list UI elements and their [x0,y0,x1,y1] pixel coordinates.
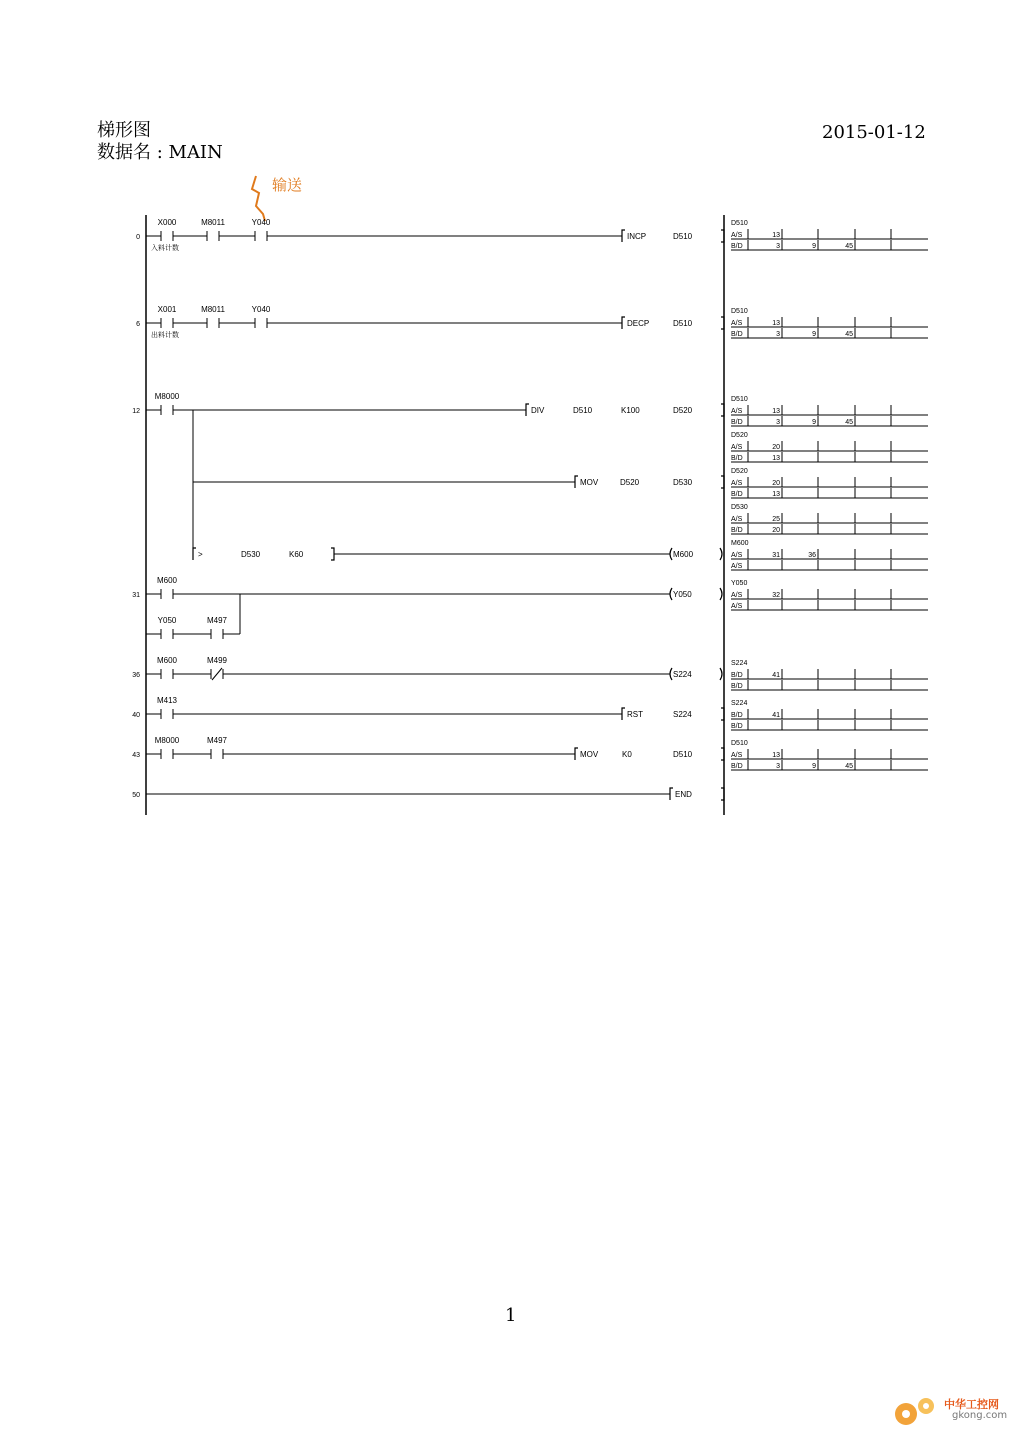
monitor-0-value-1-1: 9 [812,243,816,250]
rung-12-div-close-bracket [721,404,724,416]
rung-12-div-arg-2: K100 [621,406,640,415]
rung-36-s224-coil-label: S224 [673,670,692,679]
monitor-6-row-label-0: A/S [731,552,743,559]
rung-50-end-arg-0: END [675,790,692,799]
rung-36-contact-1-label: M499 [206,656,228,665]
rung-0-instruction-open-bracket [622,230,625,242]
rung-12-mov-close-bracket [721,476,724,488]
rung-31-parallel-0-label: Y050 [157,616,177,625]
rung-43-contact-1-label: M497 [206,736,228,745]
rung-6-contact-1-label: M8011 [201,305,225,314]
monitor-1-device: D510 [731,308,748,315]
monitor-4-row-label-1: B/D [731,491,743,498]
monitor-5-device: D530 [731,504,748,511]
monitor-10-device: D510 [731,740,748,747]
monitor-0-row-label-1: B/D [731,243,743,250]
rung-12-compare-arg-2: K60 [289,550,304,559]
monitor-3-row-label-1: B/D [731,455,743,462]
rung-40-contact-0-label: M413 [156,696,178,705]
rung-43-instruction-arg-0: MOV [580,750,599,759]
rung-12-compare-open-bracket [193,548,196,560]
monitor-0-row-label-0: A/S [731,232,743,239]
monitor-3-value-1-0: 13 [772,455,780,462]
rung-43-step-number: 43 [132,752,140,759]
monitor-1-value-1-1: 9 [812,331,816,338]
monitor-1-value-1-2: 45 [845,331,853,338]
monitor-10-value-1-1: 9 [812,763,816,770]
rung-12-div-open-bracket [526,404,529,416]
monitor-5-row-label-0: A/S [731,516,743,523]
monitor-4-value-1-0: 13 [772,491,780,498]
annotation-note: 输送 [272,176,303,194]
monitor-0-value-1-2: 45 [845,243,853,250]
rung-0-contact-0-label: X000 [157,218,177,227]
monitor-10-value-0-0: 13 [772,752,780,759]
rung-50-end-open-bracket [670,788,673,800]
rung-40-step-number: 40 [132,712,140,719]
print-date: 2015-01-12 [822,122,926,143]
monitor-1-row-label-0: A/S [731,320,743,327]
rung-0-instruction-arg-1: D510 [673,232,693,241]
rung-6-instruction-open-bracket [622,317,625,329]
rung-12-m600-coil-label: M600 [673,550,694,559]
monitor-4-row-label-0: A/S [731,480,743,487]
rung-12-mov-arg-1: D520 [620,478,640,487]
monitor-8-device: S224 [731,660,748,667]
data-name-label: 数据名 : MAIN [97,142,223,163]
rung-12-compare-arg-1: D530 [241,550,261,559]
rung-12-m600-coil-close [720,548,722,560]
rung-0-contact-2-label: Y040 [251,218,271,227]
rung-40-instruction-open-bracket [622,708,625,720]
annotation-lightning-icon [252,176,265,221]
rung-6-instruction-arg-1: D510 [673,319,693,328]
monitor-9-value-0-0: 41 [772,712,780,719]
rung-0-instruction-arg-0: INCP [627,232,647,241]
monitor-8-row-label-1: B/D [731,683,743,690]
rung-40-instruction-close-bracket [721,708,724,720]
monitor-3-device: D520 [731,432,748,439]
rung-50-step-number: 50 [132,792,140,799]
monitor-6-device: M600 [731,540,749,547]
monitor-0-device: D510 [731,220,748,227]
monitor-7-value-0-0: 32 [772,592,780,599]
watermark-brand: 中华工控网 [944,1398,999,1411]
rung-12-contact-0-label: M8000 [154,392,180,401]
rung-12-m600-coil-open [670,548,672,560]
monitor-0-value-0-0: 13 [772,232,780,239]
rung-36-s224-coil-close [720,668,722,680]
rung-0-instruction-close-bracket [721,230,724,242]
monitor-3-row-label-0: A/S [731,444,743,451]
monitor-4-value-0-0: 20 [772,480,780,487]
rung-6-instruction-arg-0: DECP [627,319,650,328]
rung-12-mov-open-bracket [575,476,578,488]
rung-0-contact-0-comment: 入料计数 [151,245,179,252]
rung-31-contact-0-label: M600 [156,576,178,585]
rung-12-compare-arg-0: > [198,550,203,559]
rung-0-step-number: 0 [136,234,140,241]
page-number: 1 [505,1305,517,1326]
monitor-5-row-label-1: B/D [731,527,743,534]
rung-36-contact-1-nc-slash [212,668,222,680]
rung-12-step-number: 12 [132,408,140,415]
rung-12-div-arg-1: D510 [573,406,593,415]
monitor-7-row-label-0: A/S [731,592,743,599]
monitor-5-value-1-0: 20 [772,527,780,534]
rung-12-mov-arg-0: MOV [580,478,599,487]
rung-0-contact-1-label: M8011 [201,218,225,227]
monitor-6-value-0-1: 36 [808,552,816,559]
rung-6-instruction-close-bracket [721,317,724,329]
rung-31-y050-coil-open [670,588,672,600]
rung-43-instruction-close-bracket [721,748,724,760]
monitor-7-device: Y050 [731,580,748,587]
monitor-10-row-label-1: B/D [731,763,743,770]
monitor-layer [731,220,928,770]
monitor-6-value-0-0: 31 [772,552,780,559]
rung-36-step-number: 36 [132,672,140,679]
monitor-10-value-1-0: 3 [776,763,780,770]
rung-31-y050-coil-label: Y050 [673,590,692,599]
monitor-9-device: S224 [731,700,748,707]
rung-12-div-arg-0: DIV [531,406,545,415]
monitor-7-row-label-1: A/S [731,603,743,610]
rung-12-div-arg-3: D520 [673,406,693,415]
monitor-2-row-label-0: A/S [731,408,743,415]
rung-40-instruction-arg-1: S224 [673,710,692,719]
monitor-1-value-0-0: 13 [772,320,780,327]
monitor-2-value-1-0: 3 [776,419,780,426]
rung-12-compare-close-bracket [331,548,334,560]
rung-6-contact-2-label: Y040 [251,305,271,314]
rung-6-contact-0-label: X001 [157,305,177,314]
monitor-10-row-label-0: A/S [731,752,743,759]
monitor-2-device: D510 [731,396,748,403]
monitor-9-row-label-0: B/D [731,712,743,719]
page-title: 梯形图 [97,120,151,141]
rung-43-contact-0-label: M8000 [154,736,180,745]
rung-31-y050-coil-close [720,588,722,600]
monitor-2-value-1-1: 9 [812,419,816,426]
monitor-2-value-1-2: 45 [845,419,853,426]
rung-31-parallel-1-label: M497 [206,616,228,625]
monitor-10-value-1-2: 45 [845,763,853,770]
monitor-8-row-label-0: B/D [731,672,743,679]
rung-43-instruction-open-bracket [575,748,578,760]
rung-50-end-close-bracket [721,788,724,800]
rung-43-instruction-arg-2: D510 [673,750,693,759]
monitor-1-value-1-0: 3 [776,331,780,338]
rung-40-instruction-arg-0: RST [627,710,643,719]
rung-31-step-number: 31 [132,592,140,599]
monitor-2-row-label-1: B/D [731,419,743,426]
monitor-0-value-1-0: 3 [776,243,780,250]
rung-12-mov-arg-2: D530 [673,478,693,487]
monitor-3-value-0-0: 20 [772,444,780,451]
watermark-url: gkong.com [952,1410,1008,1421]
monitor-2-value-0-0: 13 [772,408,780,415]
monitor-6-row-label-1: A/S [731,563,743,570]
rung-36-contact-0-label: M600 [156,656,178,665]
rung-6-step-number: 6 [136,321,140,328]
monitor-4-device: D520 [731,468,748,475]
rung-6-contact-0-comment: 出料计数 [151,332,179,339]
monitor-5-value-0-0: 25 [772,516,780,523]
monitor-8-value-0-0: 41 [772,672,780,679]
rungs-layer [132,218,724,800]
monitor-1-row-label-1: B/D [731,331,743,338]
rung-36-s224-coil-open [670,668,672,680]
rung-43-instruction-arg-1: K0 [622,750,632,759]
monitor-9-row-label-1: B/D [731,723,743,730]
